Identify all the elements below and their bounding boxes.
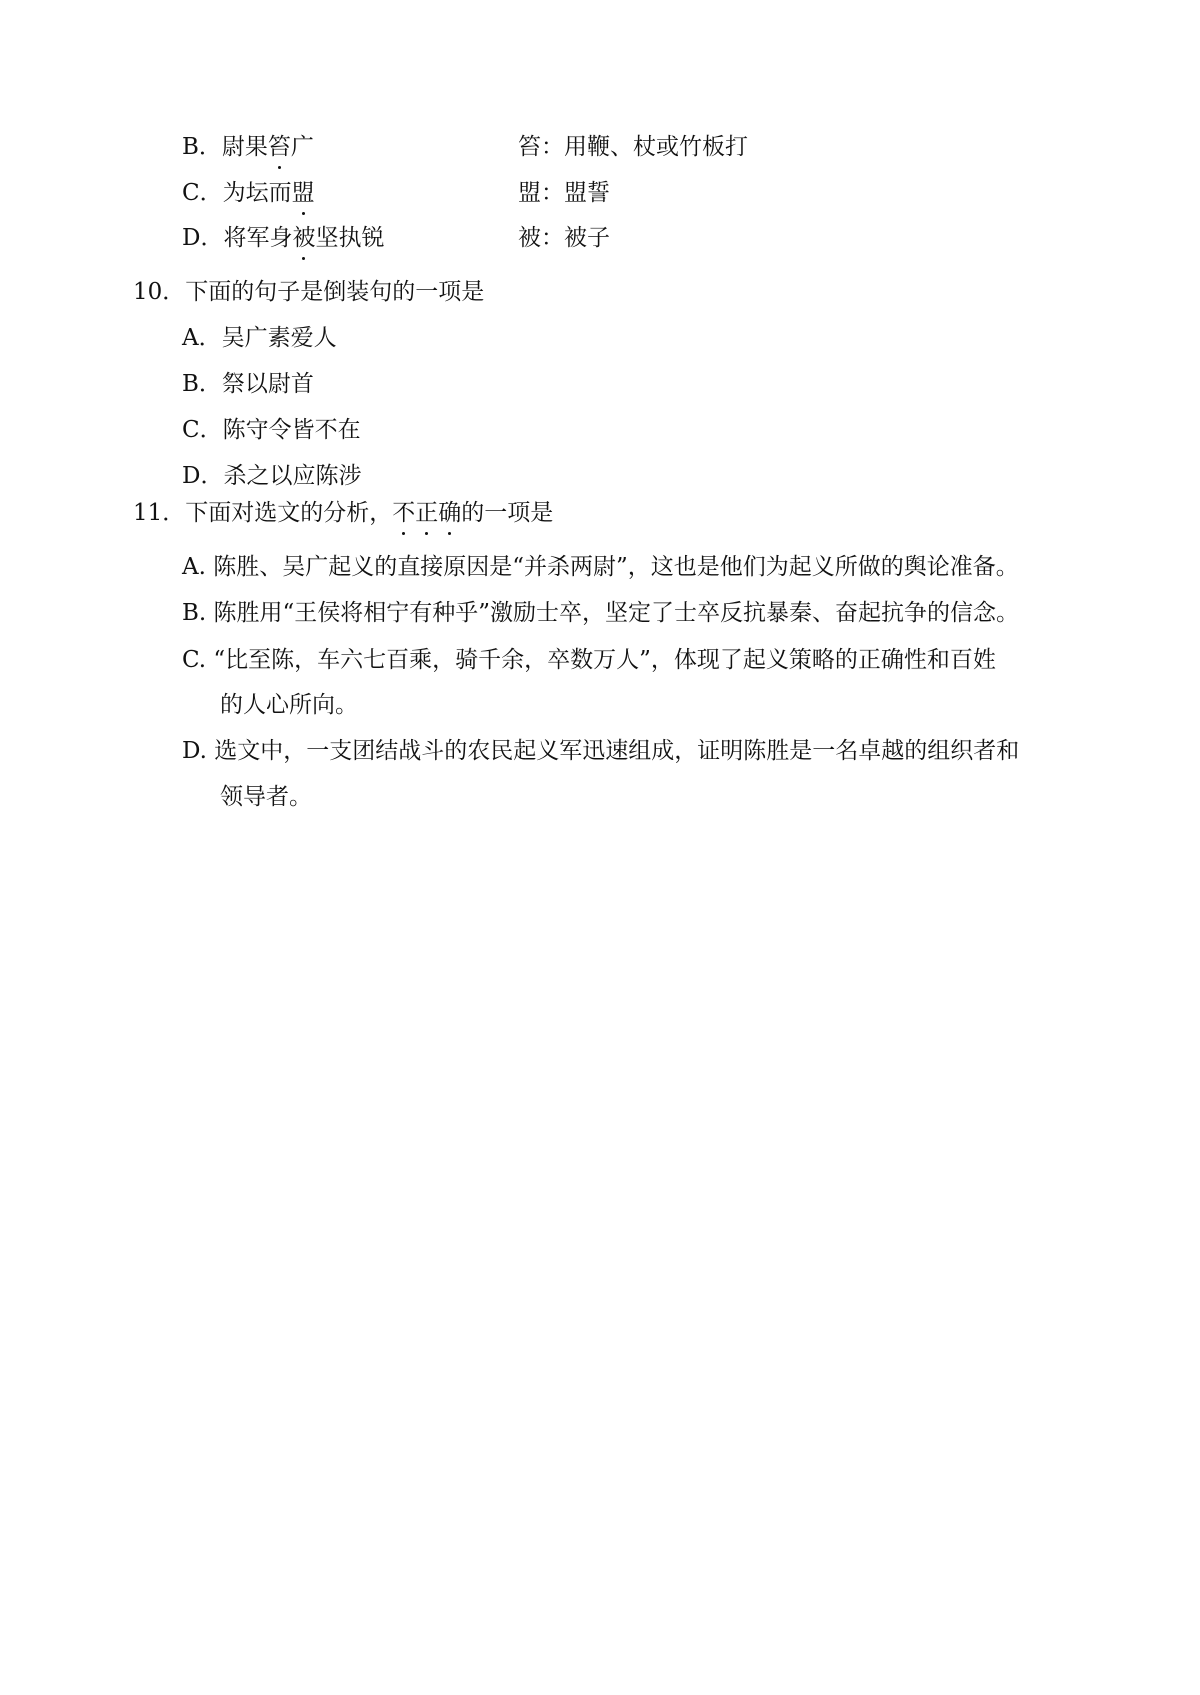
- option-text: 选文中，一支团结战斗的农民起义军迅速组成，证明陈胜是一名卓越的组织者和: [214, 738, 1020, 764]
- q9-gloss-d: 被：被子: [518, 225, 610, 251]
- option-text: 陈胜用“王侯将相宁有种乎”激励士卒，坚定了士卒反抗暴秦、奋起抗争的信念。: [213, 600, 1020, 626]
- q11-heading: [133, 498, 553, 528]
- option-letter: C．: [182, 417, 223, 443]
- option-letter: B.: [182, 600, 207, 626]
- option-text: 杀之以应陈涉: [223, 463, 362, 489]
- option-letter: A.: [182, 554, 206, 580]
- option-letter: D.: [182, 738, 207, 764]
- option-letter: B．: [182, 134, 222, 160]
- emphasized-character: 不: [392, 500, 416, 526]
- option-text-pre: 为坛而: [222, 180, 292, 206]
- q10-option-c: [182, 415, 361, 445]
- question-number: 11．: [133, 500, 186, 526]
- q11-option-d-continued: 领导者。: [220, 784, 312, 810]
- q9-option-d: [182, 223, 384, 253]
- q10-option-d: [182, 461, 361, 491]
- option-text: 祭以尉首: [221, 371, 314, 397]
- q9-gloss-c: 盟：盟誓: [518, 180, 610, 206]
- option-text: 陈守令皆不在: [222, 417, 361, 443]
- emphasized-character: 被: [292, 225, 316, 251]
- option-text: 吴广素爱人: [221, 325, 337, 351]
- q10-option-a: [182, 323, 337, 353]
- option-text-pre: 尉果: [221, 134, 268, 160]
- q9-option-b: [182, 132, 314, 162]
- question-stem-pre: 下面对选文的分析，: [185, 500, 393, 526]
- option-letter: D．: [182, 225, 224, 251]
- question-stem-post: 的一项是: [461, 500, 554, 526]
- emphasized-character: 确: [438, 500, 462, 526]
- emphasized-character: 正: [415, 500, 439, 526]
- q9-option-c: [182, 178, 315, 208]
- question-stem: 下面的句子是倒装句的一项是: [185, 279, 485, 305]
- option-text: 陈胜、吴广起义的直接原因是“并杀两尉”，这也是他们为起义所做的舆论准备。: [213, 554, 1019, 580]
- option-letter: D．: [182, 463, 224, 489]
- q9-gloss-b: 笞：用鞭、杖或竹板打: [518, 134, 748, 160]
- option-letter: C．: [182, 180, 223, 206]
- option-text-post: 广: [290, 134, 314, 160]
- q11-option-c-continued: 的人心所向。: [220, 692, 358, 718]
- option-letter: C.: [182, 647, 207, 673]
- q11-option-c: [182, 645, 996, 675]
- q11-option-d: [182, 736, 1019, 766]
- emphasized-character: 笞: [267, 134, 291, 160]
- q10-heading: [133, 277, 484, 307]
- emphasized-character: 盟: [291, 180, 315, 206]
- q11-option-a: [182, 552, 1019, 582]
- q11-option-b: [182, 598, 1019, 628]
- q10-option-b: [182, 369, 314, 399]
- option-letter: A．: [182, 325, 222, 351]
- option-text-post: 坚执锐: [315, 225, 385, 251]
- question-number: 10．: [133, 279, 186, 305]
- option-letter: B．: [182, 371, 222, 397]
- option-text: “比至陈，车六七百乘，骑千余，卒数万人”，体现了起义策略的正确性和百姓: [213, 647, 996, 673]
- option-text-pre: 将军身: [223, 225, 293, 251]
